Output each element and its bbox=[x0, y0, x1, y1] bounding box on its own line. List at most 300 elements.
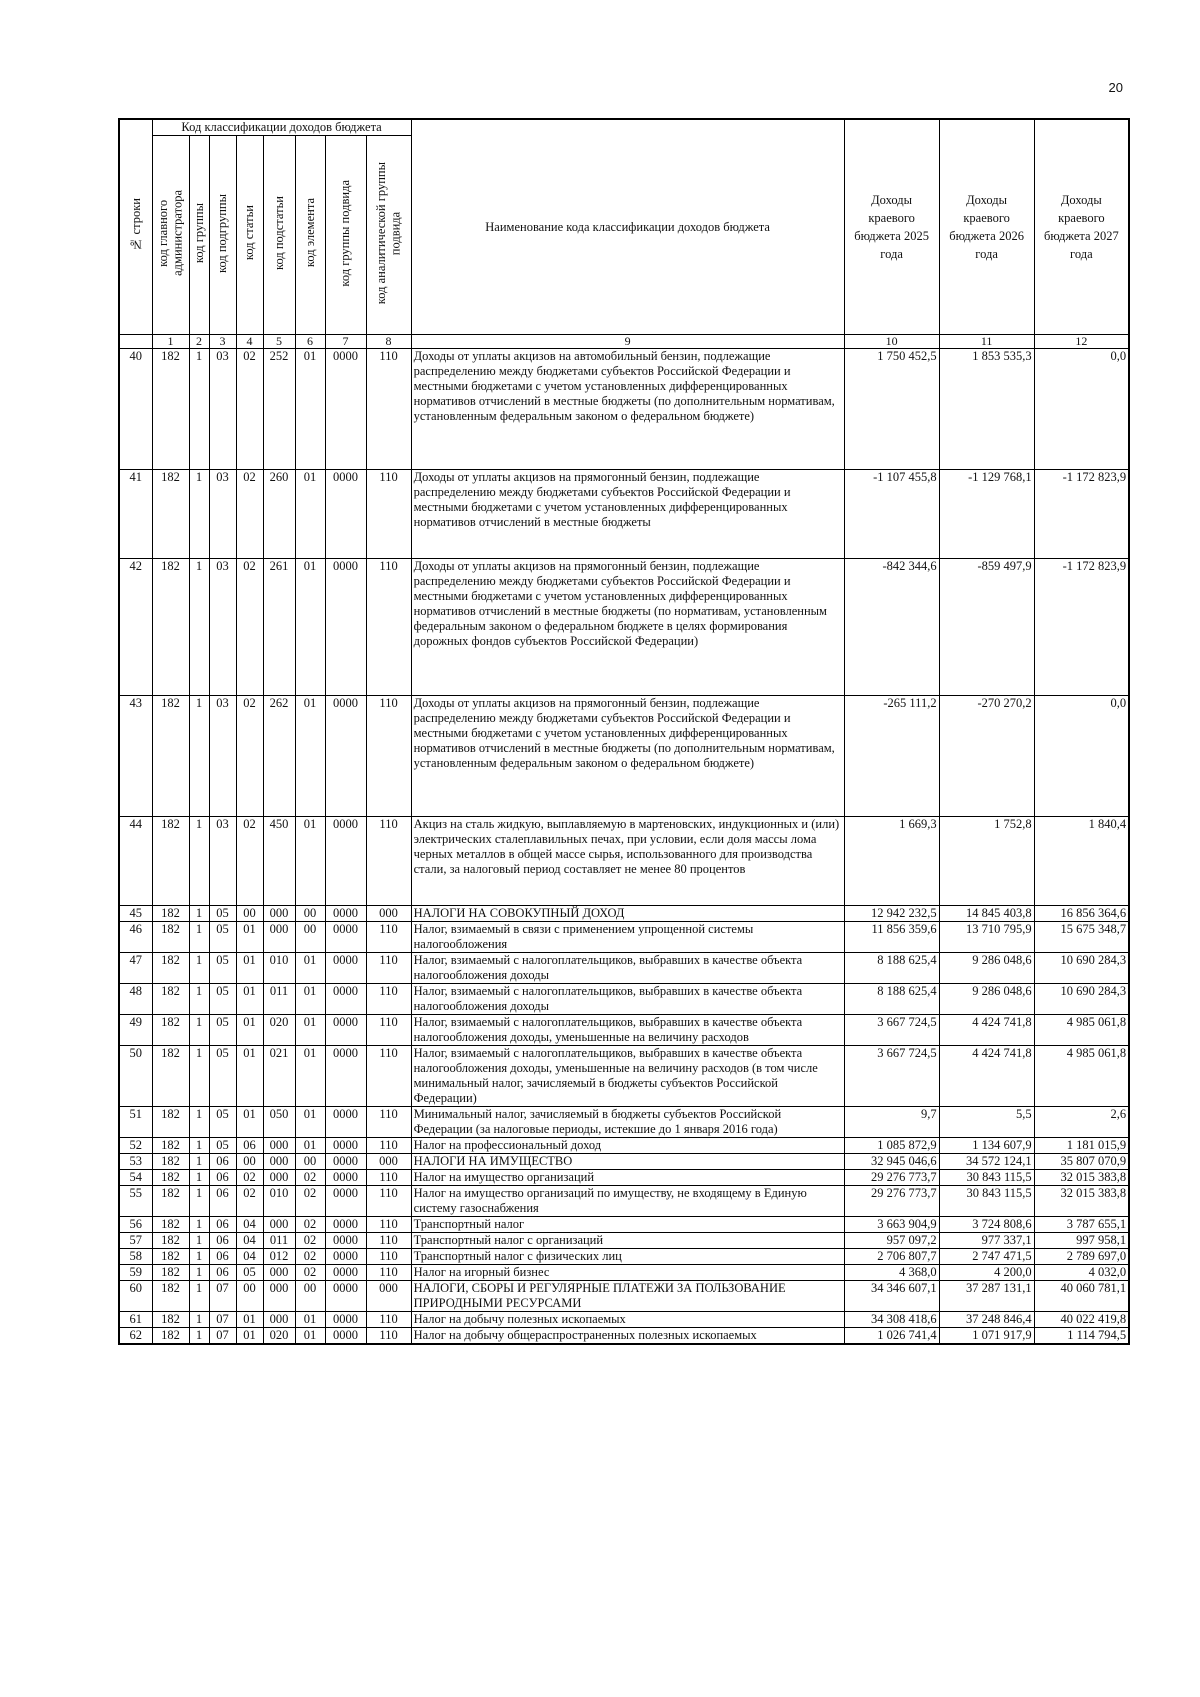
revenue-name-cell: Налог на профессиональный доход bbox=[411, 1138, 844, 1154]
table-row bbox=[119, 1249, 1129, 1265]
code-cell: 182 bbox=[152, 984, 189, 1015]
code-col-header: код группы подвида bbox=[325, 136, 366, 335]
amount-cell-2027: 15 675 348,7 bbox=[1034, 922, 1129, 953]
column-number: 8 bbox=[366, 335, 411, 349]
code-cell: 182 bbox=[152, 906, 189, 922]
code-cell: 05 bbox=[209, 1046, 236, 1107]
table-row bbox=[119, 559, 1129, 696]
revenue-name-cell: Доходы от уплаты акцизов на прямогонный бензин, подлежащие распределению между бюджетами субъектов Российской Федерации и местными бюджетами с учетом установленных дифференцированных нормативов отчислений в местные бюджеты (по дополнительным нормативам, установленным федеральным законом о федеральном бюджете) bbox=[411, 696, 844, 817]
code-cell: 03 bbox=[209, 696, 236, 817]
amount-cell-2026: 9 286 048,6 bbox=[939, 953, 1034, 984]
code-cell: 01 bbox=[236, 1328, 263, 1345]
revenue-name-cell: Налог, взимаемый с налогоплательщиков, выбравших в качестве объекта налогообложения доходы bbox=[411, 984, 844, 1015]
code-cell: 1 bbox=[189, 1249, 209, 1265]
code-cell: 05 bbox=[209, 1107, 236, 1138]
row-number-cell: 47 bbox=[119, 953, 152, 984]
amount-cell-2025: 12 942 232,5 bbox=[844, 906, 939, 922]
table-row bbox=[119, 1015, 1129, 1046]
row-number-cell: 59 bbox=[119, 1265, 152, 1281]
row-number-cell: 60 bbox=[119, 1281, 152, 1312]
amount-cell-2027: 4 985 061,8 bbox=[1034, 1015, 1129, 1046]
code-cell: 1 bbox=[189, 349, 209, 470]
code-cell: 262 bbox=[263, 696, 295, 817]
code-cell: 04 bbox=[236, 1233, 263, 1249]
row-number-cell: 56 bbox=[119, 1217, 152, 1233]
amount-cell-2026: 1 853 535,3 bbox=[939, 349, 1034, 470]
code-cell: 0000 bbox=[325, 1107, 366, 1138]
code-cell: 010 bbox=[263, 1186, 295, 1217]
code-cell: 000 bbox=[366, 1154, 411, 1170]
amount-cell-2027: 16 856 364,6 bbox=[1034, 906, 1129, 922]
revenue-name-cell: Транспортный налог bbox=[411, 1217, 844, 1233]
code-cell: 182 bbox=[152, 953, 189, 984]
amount-cell-2025: 3 667 724,5 bbox=[844, 1015, 939, 1046]
amount-cell-2025: 3 663 904,9 bbox=[844, 1217, 939, 1233]
amount-cell-2027: 0,0 bbox=[1034, 349, 1129, 470]
amount-cell-2025: -265 111,2 bbox=[844, 696, 939, 817]
amount-cell-2026: 5,5 bbox=[939, 1107, 1034, 1138]
code-cell: 000 bbox=[263, 922, 295, 953]
code-cell: 182 bbox=[152, 559, 189, 696]
code-cell: 06 bbox=[209, 1217, 236, 1233]
column-number bbox=[119, 335, 152, 349]
code-cell: 0000 bbox=[325, 1312, 366, 1328]
revenue-name-cell: Налог на игорный бизнес bbox=[411, 1265, 844, 1281]
revenue-name-cell: Налог на имущество организаций bbox=[411, 1170, 844, 1186]
code-cell: 182 bbox=[152, 922, 189, 953]
page-number: 20 bbox=[1108, 80, 1123, 95]
code-cell: 01 bbox=[295, 1312, 325, 1328]
code-cell: 000 bbox=[366, 1281, 411, 1312]
code-cell: 01 bbox=[295, 696, 325, 817]
amount-cell-2026: 1 134 607,9 bbox=[939, 1138, 1034, 1154]
amount-cell-2025: -1 107 455,8 bbox=[844, 470, 939, 559]
amount-cell-2025: 32 945 046,6 bbox=[844, 1154, 939, 1170]
code-cell: 01 bbox=[295, 349, 325, 470]
column-number-row bbox=[119, 335, 1129, 349]
amount-cell-2025: 34 346 607,1 bbox=[844, 1281, 939, 1312]
code-cell: 01 bbox=[236, 953, 263, 984]
code-cell: 01 bbox=[236, 1312, 263, 1328]
code-cell: 450 bbox=[263, 817, 295, 906]
code-cell: 01 bbox=[295, 470, 325, 559]
code-cell: 110 bbox=[366, 1015, 411, 1046]
amount-cell-2025: 1 669,3 bbox=[844, 817, 939, 906]
amount-cell-2027: -1 172 823,9 bbox=[1034, 559, 1129, 696]
code-cell: 02 bbox=[236, 817, 263, 906]
code-cell: 110 bbox=[366, 1046, 411, 1107]
amount-cell-2025: -842 344,6 bbox=[844, 559, 939, 696]
code-cell: 182 bbox=[152, 1170, 189, 1186]
code-cell: 020 bbox=[263, 1328, 295, 1345]
row-number-header: № строки bbox=[119, 119, 152, 335]
code-cell: 1 bbox=[189, 1170, 209, 1186]
code-cell: 1 bbox=[189, 559, 209, 696]
code-cell: 110 bbox=[366, 922, 411, 953]
amount-cell-2026: 9 286 048,6 bbox=[939, 984, 1034, 1015]
code-cell: 182 bbox=[152, 1312, 189, 1328]
table-row bbox=[119, 1217, 1129, 1233]
column-number: 7 bbox=[325, 335, 366, 349]
code-cell: 182 bbox=[152, 696, 189, 817]
amount-cell-2025: 8 188 625,4 bbox=[844, 984, 939, 1015]
amount-cell-2025: 957 097,2 bbox=[844, 1233, 939, 1249]
code-cell: 02 bbox=[236, 1170, 263, 1186]
code-cell: 00 bbox=[295, 922, 325, 953]
code-cell: 05 bbox=[236, 1265, 263, 1281]
code-col-header: код подгруппы bbox=[209, 136, 236, 335]
table-row bbox=[119, 922, 1129, 953]
code-cell: 000 bbox=[263, 1170, 295, 1186]
code-cell: 1 bbox=[189, 1015, 209, 1046]
amount-cell-2025: 4 368,0 bbox=[844, 1265, 939, 1281]
code-cell: 1 bbox=[189, 1217, 209, 1233]
table-row bbox=[119, 1170, 1129, 1186]
code-col-header: код элемента bbox=[295, 136, 325, 335]
column-number: 6 bbox=[295, 335, 325, 349]
code-cell: 000 bbox=[263, 1217, 295, 1233]
amount-cell-2027: 4 032,0 bbox=[1034, 1265, 1129, 1281]
code-cell: 00 bbox=[295, 1281, 325, 1312]
table-row bbox=[119, 1138, 1129, 1154]
amount-cell-2027: -1 172 823,9 bbox=[1034, 470, 1129, 559]
revenue-name-cell: Транспортный налог с организаций bbox=[411, 1233, 844, 1249]
code-cell: 1 bbox=[189, 1312, 209, 1328]
code-cell: 03 bbox=[209, 349, 236, 470]
code-cell: 02 bbox=[236, 696, 263, 817]
table-row bbox=[119, 1186, 1129, 1217]
code-cell: 020 bbox=[263, 1015, 295, 1046]
code-cell: 110 bbox=[366, 1312, 411, 1328]
amount-cell-2025: 29 276 773,7 bbox=[844, 1170, 939, 1186]
row-number-cell: 53 bbox=[119, 1154, 152, 1170]
code-cell: 06 bbox=[236, 1138, 263, 1154]
code-cell: 01 bbox=[295, 1015, 325, 1046]
amount-cell-2026: 977 337,1 bbox=[939, 1233, 1034, 1249]
code-cell: 182 bbox=[152, 817, 189, 906]
column-number: 10 bbox=[844, 335, 939, 349]
code-cell: 0000 bbox=[325, 953, 366, 984]
amount-cell-2026: 30 843 115,5 bbox=[939, 1186, 1034, 1217]
revenue-name-cell: Налог, взимаемый с налогоплательщиков, выбравших в качестве объекта налогообложения доходы bbox=[411, 953, 844, 984]
amount-cell-2026: -1 129 768,1 bbox=[939, 470, 1034, 559]
code-cell: 1 bbox=[189, 922, 209, 953]
code-cell: 110 bbox=[366, 817, 411, 906]
code-cell: 05 bbox=[209, 953, 236, 984]
code-cell: 182 bbox=[152, 1328, 189, 1345]
code-cell: 110 bbox=[366, 696, 411, 817]
column-number: 11 bbox=[939, 335, 1034, 349]
code-cell: 1 bbox=[189, 1233, 209, 1249]
code-cell: 000 bbox=[263, 1265, 295, 1281]
code-cell: 0000 bbox=[325, 922, 366, 953]
code-cell: 02 bbox=[295, 1186, 325, 1217]
amount-cell-2027: 32 015 383,8 bbox=[1034, 1186, 1129, 1217]
code-cell: 06 bbox=[209, 1265, 236, 1281]
code-cell: 03 bbox=[209, 817, 236, 906]
revenue-name-cell: Налог, взимаемый в связи с применением упрощенной системы налогообложения bbox=[411, 922, 844, 953]
amount-cell-2027: 2,6 bbox=[1034, 1107, 1129, 1138]
code-cell: 0000 bbox=[325, 1046, 366, 1107]
code-cell: 1 bbox=[189, 1281, 209, 1312]
code-cell: 02 bbox=[295, 1249, 325, 1265]
table-row bbox=[119, 1107, 1129, 1138]
code-cell: 1 bbox=[189, 906, 209, 922]
code-cell: 182 bbox=[152, 1107, 189, 1138]
code-cell: 000 bbox=[263, 1281, 295, 1312]
amount-cell-2026: 4 200,0 bbox=[939, 1265, 1034, 1281]
table-row bbox=[119, 1328, 1129, 1345]
code-cell: 000 bbox=[263, 1138, 295, 1154]
code-cell: 0000 bbox=[325, 1154, 366, 1170]
code-cell: 000 bbox=[263, 1154, 295, 1170]
code-cell: 00 bbox=[295, 1154, 325, 1170]
code-cell: 05 bbox=[209, 1015, 236, 1046]
row-number-cell: 42 bbox=[119, 559, 152, 696]
code-cell: 182 bbox=[152, 1015, 189, 1046]
column-number: 4 bbox=[236, 335, 263, 349]
code-cell: 06 bbox=[209, 1186, 236, 1217]
code-cell: 1 bbox=[189, 1154, 209, 1170]
code-cell: 01 bbox=[295, 559, 325, 696]
amount-cell-2026: 30 843 115,5 bbox=[939, 1170, 1034, 1186]
row-number-cell: 61 bbox=[119, 1312, 152, 1328]
code-cell: 02 bbox=[295, 1265, 325, 1281]
code-cell: 07 bbox=[209, 1328, 236, 1345]
amount-cell-2026: 37 287 131,1 bbox=[939, 1281, 1034, 1312]
code-cell: 012 bbox=[263, 1249, 295, 1265]
code-cell: 0000 bbox=[325, 1265, 366, 1281]
code-cell: 110 bbox=[366, 1107, 411, 1138]
code-cell: 02 bbox=[295, 1170, 325, 1186]
table-row bbox=[119, 470, 1129, 559]
amount-cell-2026: 13 710 795,9 bbox=[939, 922, 1034, 953]
row-number-cell: 44 bbox=[119, 817, 152, 906]
code-cell: 05 bbox=[209, 1138, 236, 1154]
code-cell: 0000 bbox=[325, 470, 366, 559]
column-number: 9 bbox=[411, 335, 844, 349]
code-cell: 05 bbox=[209, 906, 236, 922]
code-cell: 07 bbox=[209, 1281, 236, 1312]
year-2026-header: Доходы краевого бюджета 2026 года bbox=[939, 119, 1034, 335]
row-number-cell: 41 bbox=[119, 470, 152, 559]
amount-cell-2026: 3 724 808,6 bbox=[939, 1217, 1034, 1233]
code-cell: 182 bbox=[152, 349, 189, 470]
code-cell: 110 bbox=[366, 1217, 411, 1233]
revenue-name-cell: Доходы от уплаты акцизов на прямогонный бензин, подлежащие распределению между бюджетами субъектов Российской Федерации и местными бюджетами с учетом установленных дифференцированных нормативов отчислений в местные бюджеты bbox=[411, 470, 844, 559]
code-cell: 110 bbox=[366, 1170, 411, 1186]
table-row bbox=[119, 906, 1129, 922]
revenue-name-cell: Налог, взимаемый с налогоплательщиков, выбравших в качестве объекта налогообложения доходы, уменьшенные на величину расходов (в том числе минимальный налог, зачисляемый в бюджеты субъектов Российской Федерации) bbox=[411, 1046, 844, 1107]
code-col-header: код статьи bbox=[236, 136, 263, 335]
row-number-cell: 48 bbox=[119, 984, 152, 1015]
table-row bbox=[119, 696, 1129, 817]
amount-cell-2025: 1 750 452,5 bbox=[844, 349, 939, 470]
code-cell: 1 bbox=[189, 1138, 209, 1154]
code-col-header: код аналитической группы подвида bbox=[366, 136, 411, 335]
table-row bbox=[119, 953, 1129, 984]
row-number-cell: 51 bbox=[119, 1107, 152, 1138]
code-cell: 260 bbox=[263, 470, 295, 559]
row-number-cell: 43 bbox=[119, 696, 152, 817]
code-cell: 0000 bbox=[325, 559, 366, 696]
code-cell: 0000 bbox=[325, 1138, 366, 1154]
amount-cell-2026: 4 424 741,8 bbox=[939, 1015, 1034, 1046]
column-number: 1 bbox=[152, 335, 189, 349]
amount-cell-2025: 29 276 773,7 bbox=[844, 1186, 939, 1217]
code-cell: 05 bbox=[209, 922, 236, 953]
code-cell: 01 bbox=[295, 984, 325, 1015]
code-cell: 000 bbox=[263, 1312, 295, 1328]
code-cell: 182 bbox=[152, 1186, 189, 1217]
code-cell: 0000 bbox=[325, 1015, 366, 1046]
amount-cell-2027: 10 690 284,3 bbox=[1034, 984, 1129, 1015]
code-cell: 110 bbox=[366, 1249, 411, 1265]
code-cell: 252 bbox=[263, 349, 295, 470]
row-number-cell: 58 bbox=[119, 1249, 152, 1265]
amount-cell-2027: 32 015 383,8 bbox=[1034, 1170, 1129, 1186]
table-row bbox=[119, 817, 1129, 906]
amount-cell-2025: 11 856 359,6 bbox=[844, 922, 939, 953]
code-cell: 04 bbox=[236, 1249, 263, 1265]
code-cell: 011 bbox=[263, 1233, 295, 1249]
amount-cell-2027: 4 985 061,8 bbox=[1034, 1046, 1129, 1107]
name-column-header: Наименование кода классификации доходов бюджета bbox=[411, 119, 844, 335]
code-cell: 02 bbox=[236, 349, 263, 470]
column-number: 2 bbox=[189, 335, 209, 349]
year-2025-header: Доходы краевого бюджета 2025 года bbox=[844, 119, 939, 335]
amount-cell-2025: 9,7 bbox=[844, 1107, 939, 1138]
code-cell: 06 bbox=[209, 1233, 236, 1249]
code-cell: 07 bbox=[209, 1312, 236, 1328]
amount-cell-2026: 14 845 403,8 bbox=[939, 906, 1034, 922]
row-number-cell: 62 bbox=[119, 1328, 152, 1345]
code-cell: 0000 bbox=[325, 1217, 366, 1233]
row-number-cell: 54 bbox=[119, 1170, 152, 1186]
code-cell: 0000 bbox=[325, 1281, 366, 1312]
code-cell: 02 bbox=[295, 1217, 325, 1233]
row-number-cell: 57 bbox=[119, 1233, 152, 1249]
code-cell: 0000 bbox=[325, 1170, 366, 1186]
revenue-name-cell: Налог на добычу полезных ископаемых bbox=[411, 1312, 844, 1328]
code-cell: 050 bbox=[263, 1107, 295, 1138]
code-cell: 1 bbox=[189, 696, 209, 817]
code-cell: 02 bbox=[295, 1233, 325, 1249]
code-col-header: код группы bbox=[189, 136, 209, 335]
code-cell: 06 bbox=[209, 1154, 236, 1170]
code-cell: 01 bbox=[295, 953, 325, 984]
code-cell: 1 bbox=[189, 984, 209, 1015]
code-cell: 0000 bbox=[325, 906, 366, 922]
code-cell: 1 bbox=[189, 1107, 209, 1138]
code-col-header: код подстатьи bbox=[263, 136, 295, 335]
amount-cell-2027: 2 789 697,0 bbox=[1034, 1249, 1129, 1265]
row-number-cell: 55 bbox=[119, 1186, 152, 1217]
code-cell: 02 bbox=[236, 559, 263, 696]
code-cell: 05 bbox=[209, 984, 236, 1015]
amount-cell-2026: -859 497,9 bbox=[939, 559, 1034, 696]
year-2027-header: Доходы краевого бюджета 2027 года bbox=[1034, 119, 1129, 335]
code-cell: 021 bbox=[263, 1046, 295, 1107]
code-cell: 00 bbox=[295, 906, 325, 922]
revenue-name-cell: Акциз на сталь жидкую, выплавляемую в мартеновских, индукционных и (или) электрических сталеплавильных печах, при условии, если доля массы лома черных металлов в общей массе сырья, использованного для производства стали, за налоговый период составляет не менее 80 процентов bbox=[411, 817, 844, 906]
code-cell: 110 bbox=[366, 984, 411, 1015]
revenue-name-cell: Налог, взимаемый с налогоплательщиков, выбравших в качестве объекта налогообложения доходы, уменьшенные на величину расходов bbox=[411, 1015, 844, 1046]
revenue-name-cell: Налог на добычу общераспространенных полезных ископаемых bbox=[411, 1328, 844, 1345]
code-cell: 0000 bbox=[325, 349, 366, 470]
code-cell: 0000 bbox=[325, 1328, 366, 1345]
amount-cell-2027: 0,0 bbox=[1034, 696, 1129, 817]
code-cell: 000 bbox=[366, 906, 411, 922]
column-number: 12 bbox=[1034, 335, 1129, 349]
revenue-name-cell: Доходы от уплаты акцизов на прямогонный бензин, подлежащие распределению между бюджетами субъектов Российской Федерации и местными бюджетами с учетом установленных дифференцированных нормативов отчислений в местные бюджеты (по нормативам, установленным федеральным законом о федеральном бюджете в целях формирования дорожных фондов субъектов Российской Федерации) bbox=[411, 559, 844, 696]
code-cell: 02 bbox=[236, 470, 263, 559]
amount-cell-2027: 1 114 794,5 bbox=[1034, 1328, 1129, 1345]
amount-cell-2025: 34 308 418,6 bbox=[844, 1312, 939, 1328]
code-cell: 110 bbox=[366, 559, 411, 696]
amount-cell-2027: 1 181 015,9 bbox=[1034, 1138, 1129, 1154]
amount-cell-2026: 1 071 917,9 bbox=[939, 1328, 1034, 1345]
code-cell: 110 bbox=[366, 953, 411, 984]
table-row bbox=[119, 1154, 1129, 1170]
code-cell: 182 bbox=[152, 1154, 189, 1170]
code-cell: 01 bbox=[295, 1328, 325, 1345]
code-cell: 261 bbox=[263, 559, 295, 696]
code-cell: 00 bbox=[236, 1154, 263, 1170]
revenue-name-cell: НАЛОГИ НА ИМУЩЕСТВО bbox=[411, 1154, 844, 1170]
revenue-table bbox=[118, 118, 1130, 1345]
code-cell: 01 bbox=[295, 1138, 325, 1154]
code-cell: 110 bbox=[366, 470, 411, 559]
code-cell: 1 bbox=[189, 1046, 209, 1107]
code-cell: 110 bbox=[366, 1186, 411, 1217]
code-cell: 110 bbox=[366, 1265, 411, 1281]
code-cell: 182 bbox=[152, 1265, 189, 1281]
amount-cell-2027: 40 022 419,8 bbox=[1034, 1312, 1129, 1328]
code-cell: 0000 bbox=[325, 817, 366, 906]
code-cell: 00 bbox=[236, 1281, 263, 1312]
row-number-cell: 49 bbox=[119, 1015, 152, 1046]
amount-cell-2025: 1 085 872,9 bbox=[844, 1138, 939, 1154]
amount-cell-2025: 2 706 807,7 bbox=[844, 1249, 939, 1265]
amount-cell-2025: 8 188 625,4 bbox=[844, 953, 939, 984]
code-cell: 1 bbox=[189, 817, 209, 906]
code-cell: 01 bbox=[236, 922, 263, 953]
table-row bbox=[119, 1265, 1129, 1281]
code-cell: 01 bbox=[295, 1046, 325, 1107]
code-cell: 182 bbox=[152, 1233, 189, 1249]
code-cell: 0000 bbox=[325, 1249, 366, 1265]
code-cell: 0000 bbox=[325, 1233, 366, 1249]
code-col-header: код главного администратора bbox=[152, 136, 189, 335]
revenue-name-cell: Налог на имущество организаций по имуществу, не входящему в Единую систему газоснабжения bbox=[411, 1186, 844, 1217]
revenue-name-cell: НАЛОГИ НА СОВОКУПНЫЙ ДОХОД bbox=[411, 906, 844, 922]
code-cell: 1 bbox=[189, 1328, 209, 1345]
code-cell: 01 bbox=[295, 1107, 325, 1138]
table-header bbox=[119, 119, 1129, 349]
table-row bbox=[119, 1281, 1129, 1312]
row-number-cell: 50 bbox=[119, 1046, 152, 1107]
code-cell: 1 bbox=[189, 1265, 209, 1281]
amount-cell-2026: 1 752,8 bbox=[939, 817, 1034, 906]
table-row bbox=[119, 984, 1129, 1015]
table-row bbox=[119, 1046, 1129, 1107]
revenue-name-cell: Минимальный налог, зачисляемый в бюджеты субъектов Российской Федерации (за налоговые периоды, истекшие до 1 января 2016 года) bbox=[411, 1107, 844, 1138]
code-cell: 110 bbox=[366, 1328, 411, 1345]
amount-cell-2025: 3 667 724,5 bbox=[844, 1046, 939, 1107]
code-cell: 01 bbox=[236, 1015, 263, 1046]
code-cell: 0000 bbox=[325, 696, 366, 817]
